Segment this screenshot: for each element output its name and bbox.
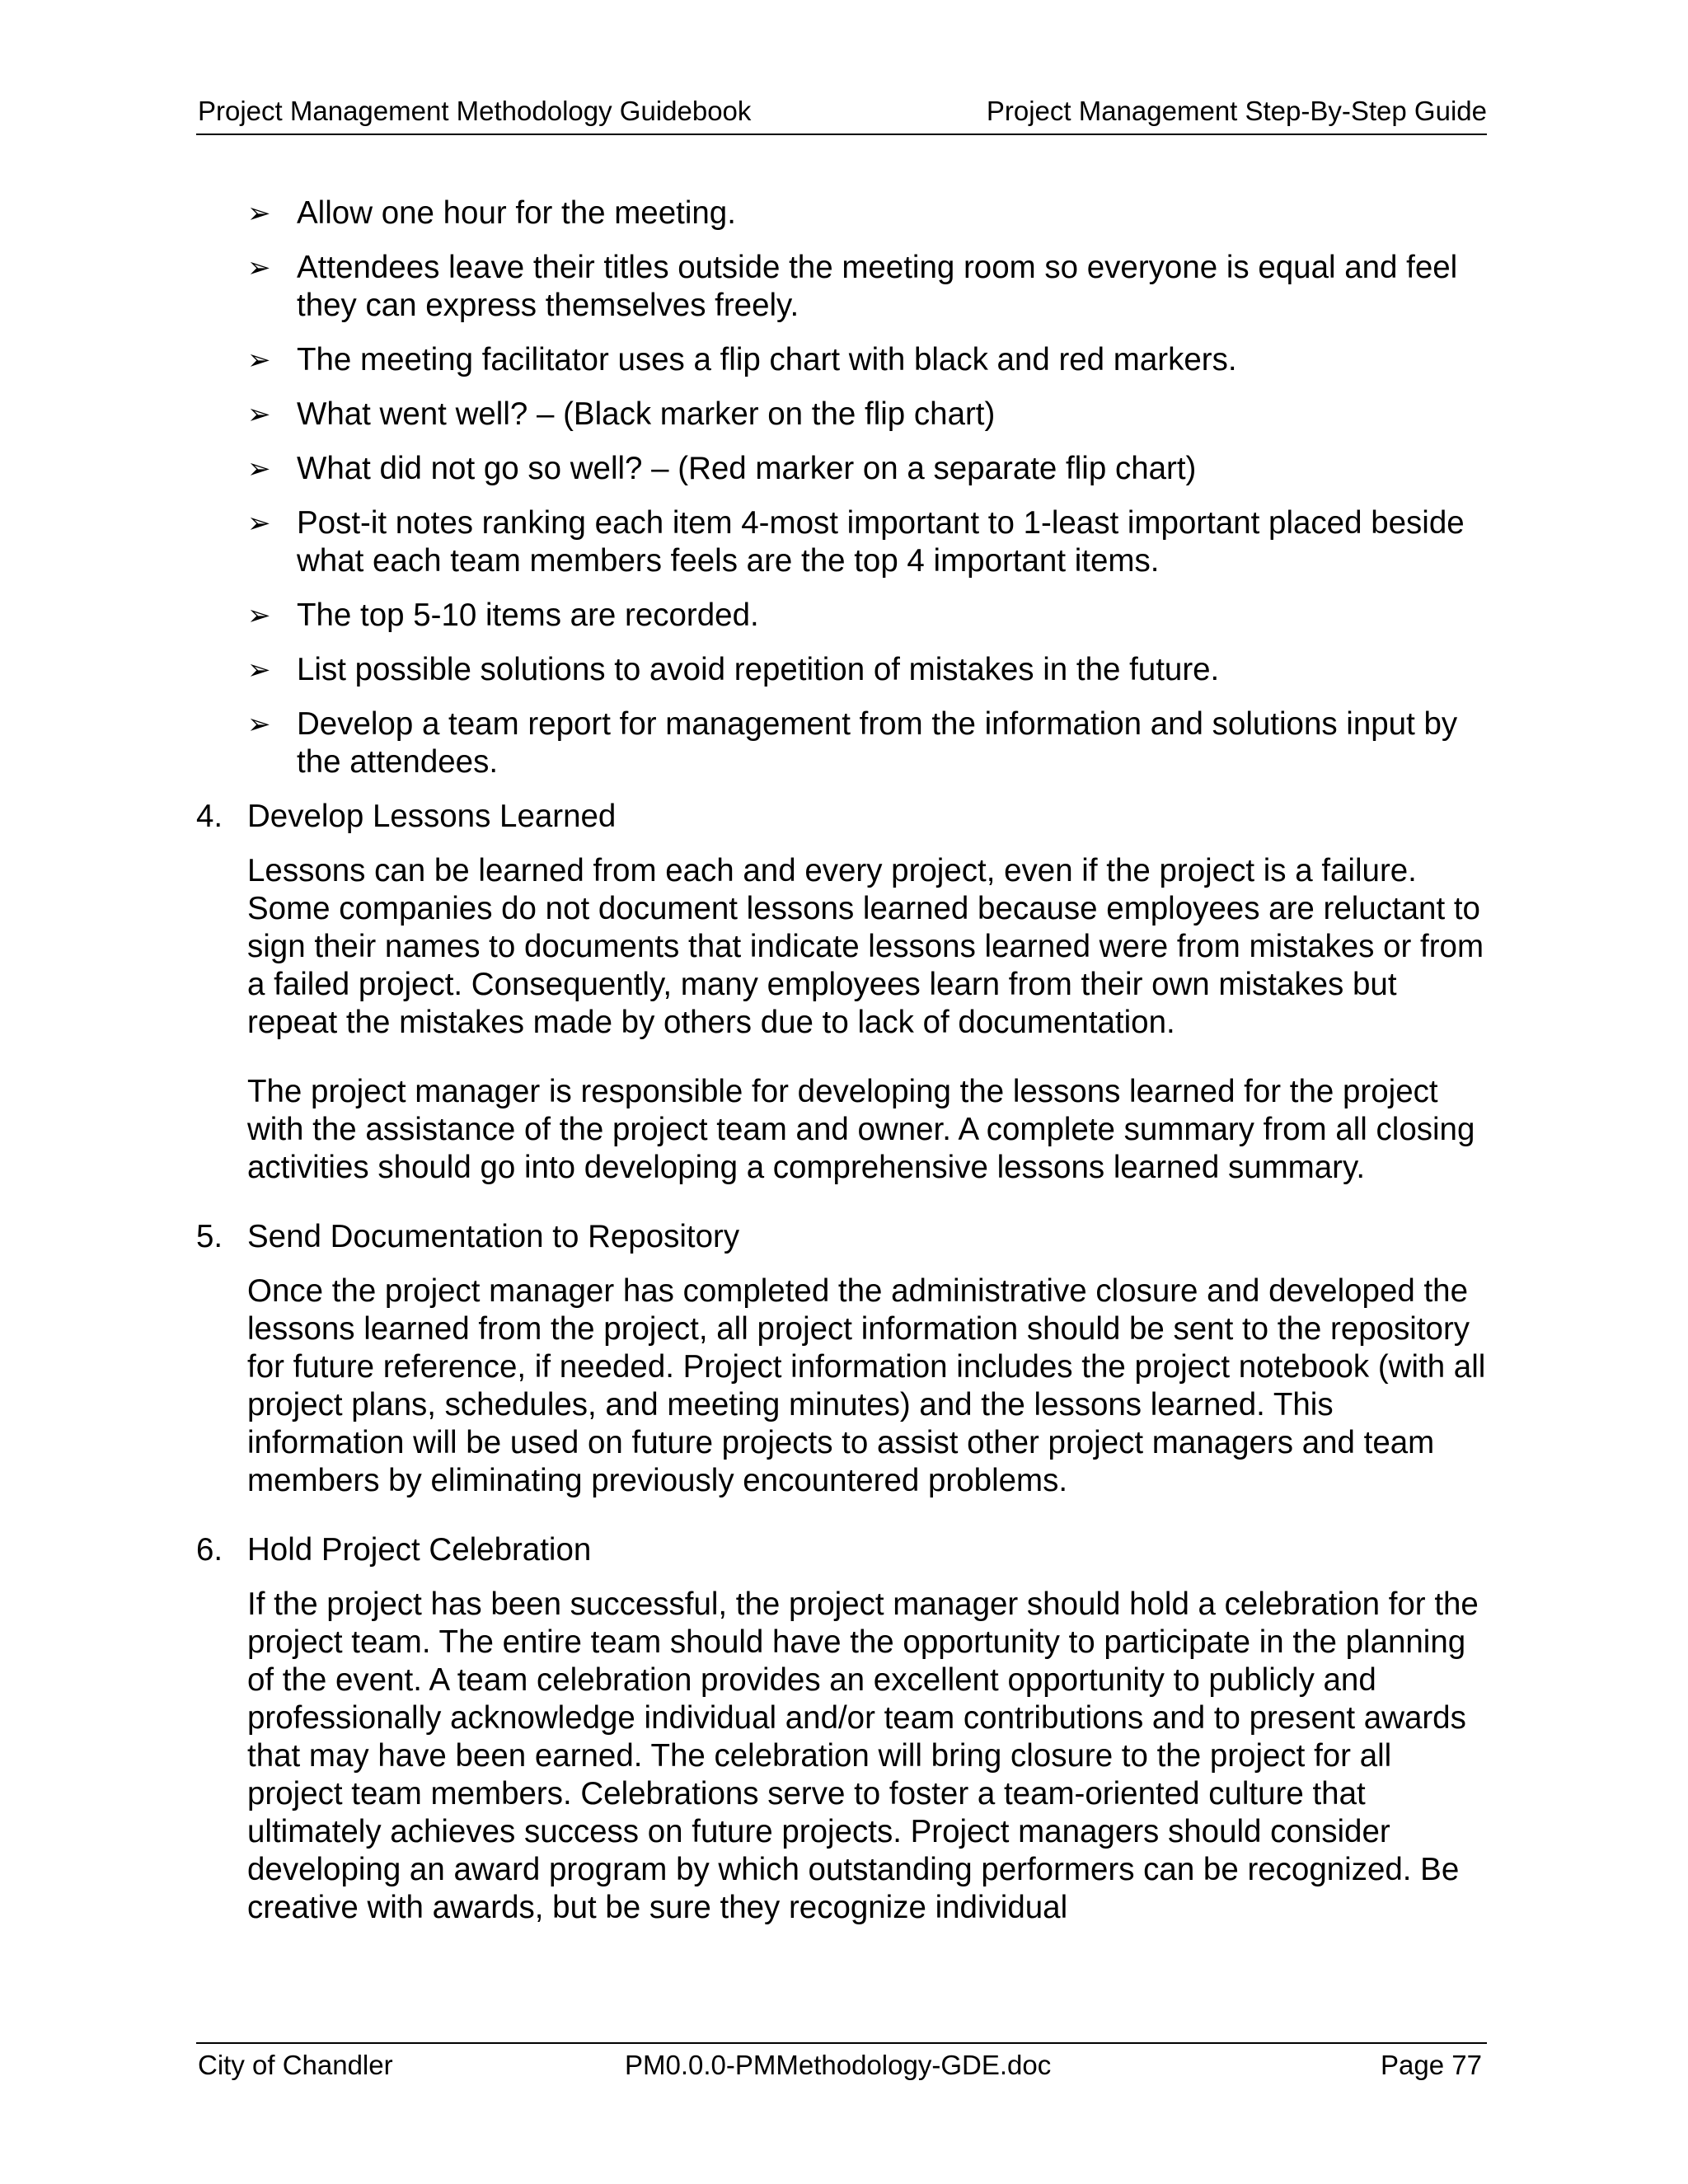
section-heading bbox=[196, 1218, 1487, 1256]
bullet-text: List possible solutions to avoid repetition of mistakes in the future. bbox=[297, 652, 1220, 687]
list-item bbox=[196, 396, 1487, 434]
section-heading bbox=[196, 798, 1487, 836]
footer-filename: PM0.0.0-PMMethodology-GDE.doc bbox=[625, 2050, 1052, 2080]
list-item bbox=[196, 450, 1487, 488]
section-paragraph: If the project has been successful, the project manager should hold a celebration for the project team. The entire team should have the opportunity to participate in the planning of the event. A team celebration provides an excellent opportunity to publicly and professionally acknowledge individual and/or team contributions and to present awards that may have been earned. The celebration will bring closure to the project for all project team members. Celebrations serve to foster a team-oriented culture that ultimately achieves success on future projects. Project managers should consider developing an award program by which outstanding performers can be recognized. Be creative with awards, but be sure they recognize individual bbox=[247, 1586, 1479, 1925]
arrow-bullet-icon: ➢ bbox=[247, 709, 271, 740]
list-item bbox=[196, 249, 1487, 325]
bullet-text: Allow one hour for the meeting. bbox=[297, 195, 736, 231]
bullet-text: Post-it notes ranking each item 4-most important to 1-least important placed beside what each team members feels are the top 4 important items. bbox=[297, 505, 1465, 579]
section-paragraph: Lessons can be learned from each and every project, even if the project is a failure. Some companies do not document lessons learned because employees are reluctant to sign their names to documents that indicate lessons learned were from mistakes or from a failed project. Consequently, many employees learn from their own mistakes but repeat the mistakes made by others due to lack of documentation. bbox=[247, 853, 1484, 1040]
list-item bbox=[196, 194, 1487, 232]
arrow-bullet-icon: ➢ bbox=[247, 600, 271, 631]
page-body bbox=[196, 194, 1487, 1958]
section-title: Hold Project Celebration bbox=[247, 1532, 592, 1568]
page-header bbox=[196, 97, 1487, 135]
bullet-list bbox=[196, 194, 1487, 781]
bullet-text: What did not go so well? – (Red marker on a separate flip chart) bbox=[297, 451, 1197, 486]
footer-organization: City of Chandler bbox=[198, 2050, 393, 2080]
arrow-bullet-icon: ➢ bbox=[247, 399, 271, 430]
section-title: Send Documentation to Repository bbox=[247, 1219, 740, 1254]
page-footer bbox=[196, 2042, 1487, 2093]
bullet-text: The meeting facilitator uses a flip chart with black and red markers. bbox=[297, 342, 1237, 377]
section-number: 6. bbox=[196, 1532, 223, 1568]
list-item bbox=[196, 705, 1487, 781]
bullet-text: What went well? – (Black marker on the flip chart) bbox=[297, 396, 996, 432]
section-title: Develop Lessons Learned bbox=[247, 799, 617, 834]
bullet-text: Develop a team report for management from the information and solutions input by the attendees. bbox=[297, 706, 1458, 780]
header-left-title: Project Management Methodology Guidebook bbox=[198, 96, 752, 126]
arrow-bullet-icon: ➢ bbox=[247, 252, 271, 284]
list-item bbox=[196, 597, 1487, 635]
section-paragraph: Once the project manager has completed the administrative closure and developed the lessons learned from the project, all project information should be sent to the repository for future reference, if needed. Project information includes the project notebook (with all project plans, schedules, and meeting minutes) and the lessons learned. This information will be used on future projects to assist other project managers and team members by eliminating previously encountered problems. bbox=[247, 1273, 1486, 1498]
list-item bbox=[196, 341, 1487, 379]
bullet-text: The top 5-10 items are recorded. bbox=[297, 598, 759, 633]
section-paragraph: The project manager is responsible for developing the lessons learned for the project with the assistance of the project team and owner. A complete summary from all closing activities should go into developing a comprehensive lessons learned summary. bbox=[247, 1074, 1475, 1185]
arrow-bullet-icon: ➢ bbox=[247, 508, 271, 539]
section-number: 4. bbox=[196, 799, 223, 834]
footer-page-number: Page 77 bbox=[1381, 2050, 1482, 2080]
section-heading bbox=[196, 1531, 1487, 1569]
section-send-documentation bbox=[196, 1218, 1487, 1500]
bullet-text: Attendees leave their titles outside the meeting room so everyone is equal and feel they can express themselves freely. bbox=[297, 250, 1458, 323]
header-right-title: Project Management Step-By-Step Guide bbox=[986, 96, 1487, 126]
section-hold-project-celebration bbox=[196, 1531, 1487, 1927]
section-number: 5. bbox=[196, 1219, 223, 1254]
list-item bbox=[196, 651, 1487, 689]
arrow-bullet-icon: ➢ bbox=[247, 198, 271, 229]
list-item bbox=[196, 504, 1487, 580]
arrow-bullet-icon: ➢ bbox=[247, 344, 271, 376]
section-develop-lessons-learned bbox=[196, 798, 1487, 1187]
arrow-bullet-icon: ➢ bbox=[247, 453, 271, 485]
arrow-bullet-icon: ➢ bbox=[247, 654, 271, 686]
